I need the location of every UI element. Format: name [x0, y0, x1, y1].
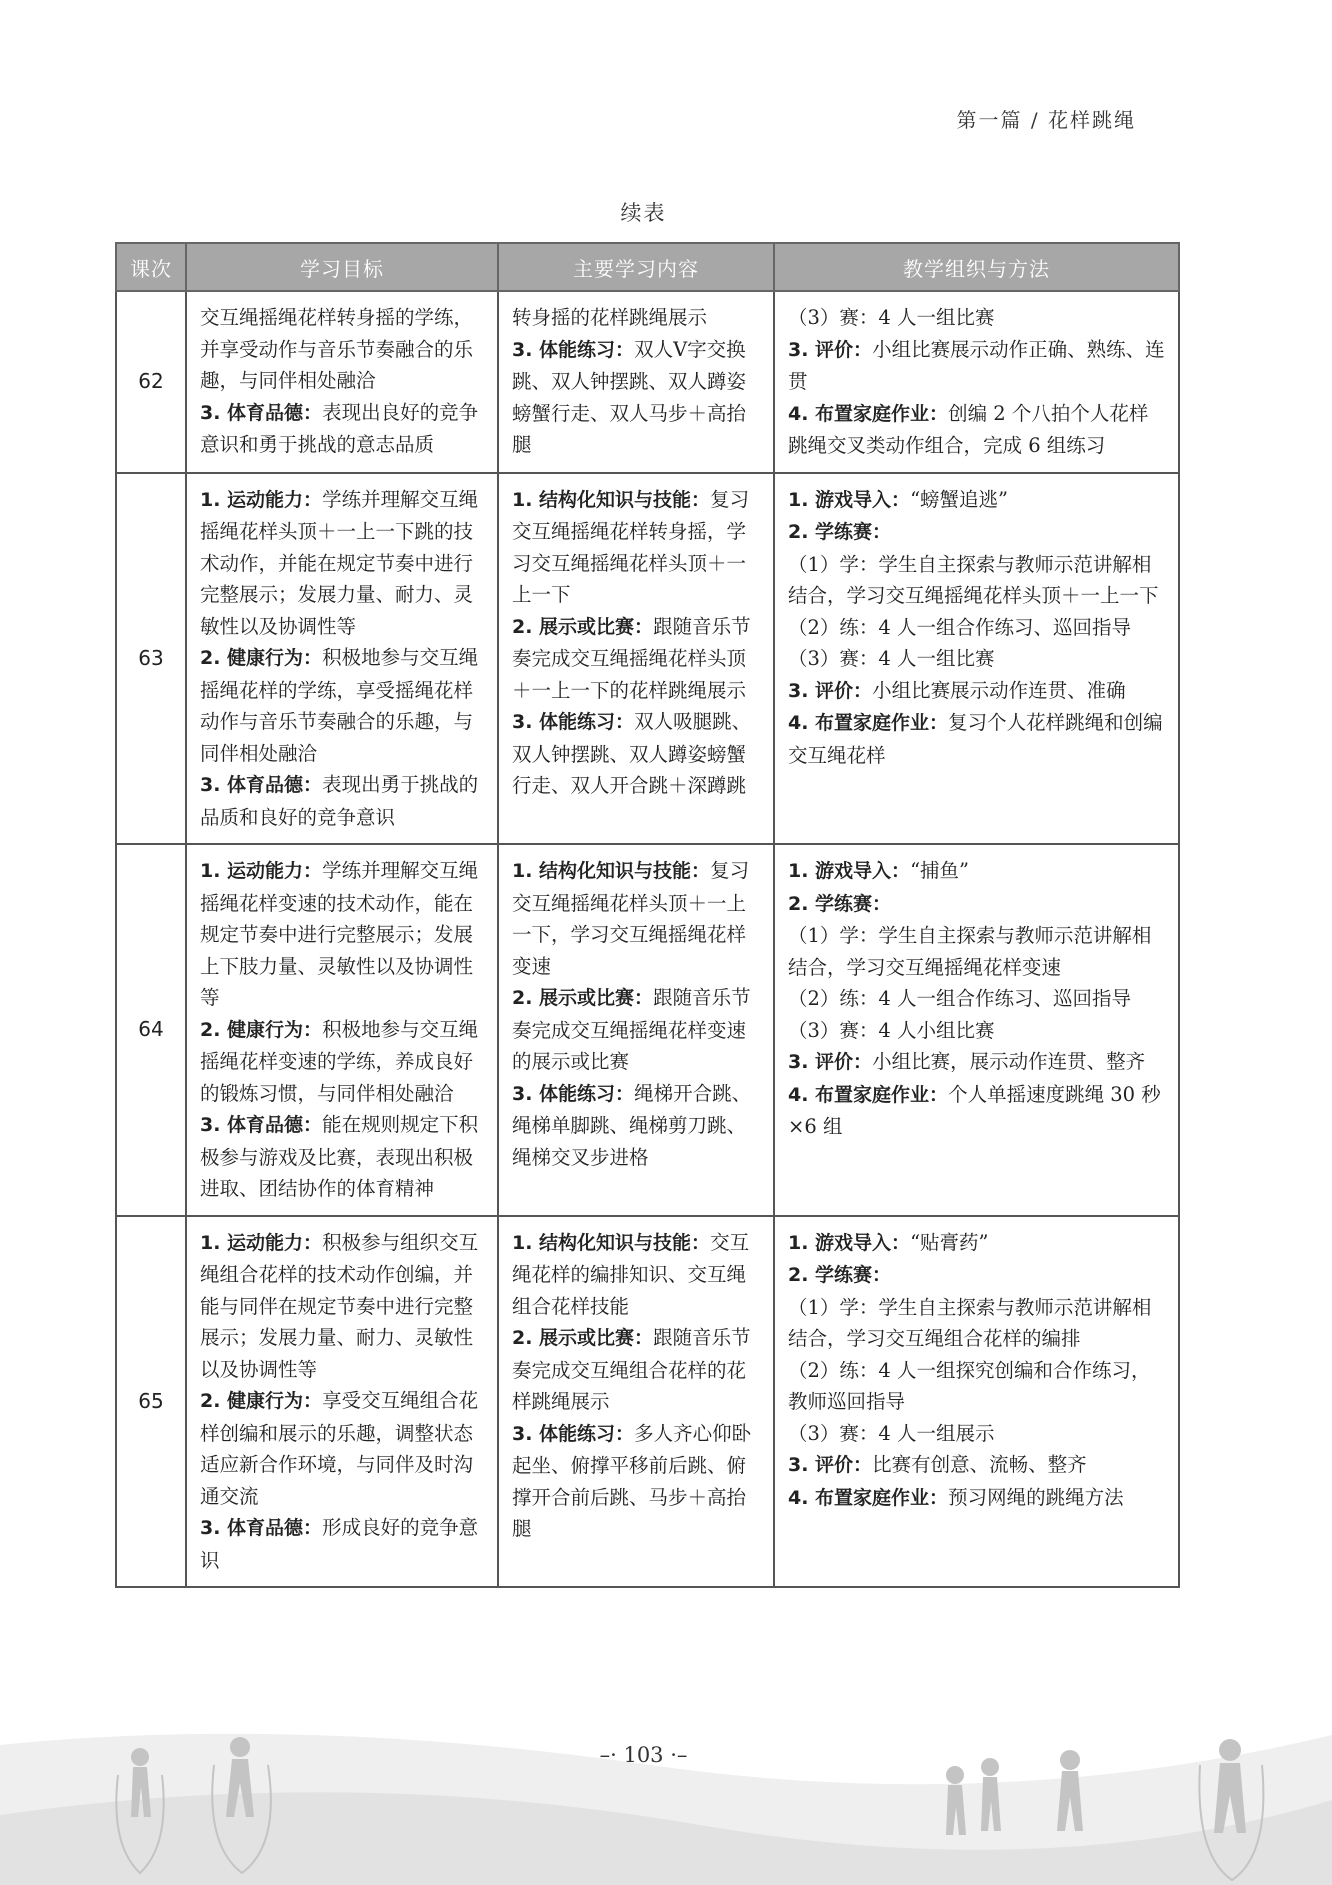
methods-item: [788, 398, 1166, 462]
column-header-lesson: 课次: [116, 243, 186, 291]
methods-item: [788, 516, 1166, 549]
methods-item-label: 1. 游戏导入：: [788, 1231, 911, 1254]
running-header: 第一篇 / 花样跳绳: [956, 108, 1136, 132]
methods-item-label: 4. 布置家庭作业：: [788, 1083, 949, 1106]
goals-item: [200, 1227, 485, 1386]
goals-item: [200, 642, 485, 769]
methods-item-text: （1）学：学生自主探索与教师示范讲解相结合，学习交互绳摇绳花样头顶＋一上一下: [788, 552, 1159, 607]
methods-item: [788, 855, 1166, 888]
content-item-label: 3. 体能练习：: [512, 338, 635, 361]
methods-item-text: （2）练：4 人一组合作练习、巡回指导: [788, 615, 1132, 639]
table-row: [116, 291, 1179, 473]
content-item-text: 复习交互绳摇绳花样转身摇，学习交互绳摇绳花样头顶＋一上一下: [512, 487, 750, 606]
methods-cell: [774, 291, 1179, 473]
methods-item: [788, 1418, 1166, 1450]
content-item-label: 2. 展示或比赛：: [512, 987, 654, 1009]
goals-item-label: 1. 运动能力：: [200, 1231, 323, 1254]
content-item-label: 3. 体能练习：: [512, 1082, 635, 1105]
content-item: [512, 855, 761, 982]
table-caption: 续表: [620, 201, 667, 225]
content-item: [512, 302, 761, 334]
methods-item-text: 小组比赛展示动作正确、熟练、连贯: [788, 337, 1165, 393]
content-item: [512, 982, 761, 1078]
content-item-text: 跟随音乐节奏完成交互绳摇绳花样头顶＋一上一下的花样跳绳展示: [512, 614, 751, 702]
methods-item-text: 复习个人花样跳绳和创编交互绳花样: [788, 711, 1163, 767]
content-item-label: 1. 结构化知识与技能：: [512, 1231, 711, 1254]
methods-item-label: 3. 评价：: [788, 1454, 873, 1476]
methods-item-label: 4. 布置家庭作业：: [788, 712, 949, 734]
methods-item: [788, 1449, 1166, 1482]
goals-item-text: 学练并理解交互绳摇绳花样头顶＋一上一下跳的技术动作，并能在规定节奏中进行完整展示；发展力量、耐力、灵敏性以及协调性等: [200, 487, 479, 638]
goals-item-label: 1. 运动能力：: [200, 860, 323, 882]
methods-cell: [774, 1216, 1179, 1588]
methods-item-label: 2. 学练赛：: [788, 892, 892, 915]
content-item-text: 双人吸腿跳、双人钟摆跳、双人蹲姿螃蟹行走、双人开合跳＋深蹲跳: [512, 710, 752, 797]
content-item: [512, 1418, 761, 1545]
content-item: [512, 484, 761, 611]
goals-item: [200, 1109, 485, 1205]
content-item-label: 2. 展示或比赛：: [512, 1327, 654, 1349]
goals-item-label: 2. 健康行为：: [200, 1018, 323, 1041]
content-item-label: 2. 展示或比赛：: [512, 615, 654, 638]
goals-item-label: 2. 健康行为：: [200, 647, 323, 669]
goals-item: [200, 302, 485, 397]
methods-cell: [774, 473, 1179, 845]
methods-item: [788, 1292, 1166, 1355]
methods-item-label: 2. 学练赛：: [788, 521, 892, 543]
content-item-label: 3. 体能练习：: [512, 711, 635, 733]
content-item-text: 转身摇的花样跳绳展示: [512, 306, 708, 329]
methods-item-label: 4. 布置家庭作业：: [788, 402, 949, 425]
content-item: [512, 1227, 761, 1323]
table-header-row: [116, 243, 1179, 291]
table-row: [116, 473, 1179, 845]
methods-item: [788, 1227, 1166, 1260]
goals-cell: [186, 291, 498, 473]
goals-item-text: 积极地参与交互绳摇绳花样的学练，享受摇绳花样动作与音乐节奏融合的乐趣，与同伴相处融洽: [200, 646, 479, 765]
methods-item: [788, 1482, 1166, 1515]
goals-item: [200, 397, 485, 461]
methods-item: [788, 707, 1166, 771]
content-item-label: 3. 体能练习：: [512, 1422, 635, 1445]
methods-item: [788, 1355, 1166, 1418]
page-number: –· 103 ·–: [599, 1743, 688, 1767]
methods-item: [788, 1046, 1166, 1079]
goals-item: [200, 1512, 485, 1576]
methods-item-label: 3. 评价：: [788, 338, 873, 361]
methods-item: [788, 1259, 1166, 1292]
content-item: [512, 1078, 761, 1174]
methods-item-text: （2）练：4 人一组合作练习、巡回指导: [788, 987, 1132, 1010]
lesson-number: 63: [116, 473, 186, 845]
content-cell: [498, 473, 774, 845]
goals-cell: [186, 1216, 498, 1588]
lesson-plan-table: [115, 242, 1180, 1588]
methods-item: [788, 549, 1166, 612]
footer-decoration: [0, 1705, 1332, 1885]
methods-item-label: 1. 游戏导入：: [788, 860, 911, 882]
methods-item-text: （2）练：4 人一组探究创编和合作练习，教师巡回指导: [788, 1358, 1151, 1413]
goals-item-label: 3. 体育品德：: [200, 774, 323, 796]
methods-item: [788, 1079, 1166, 1143]
goals-item-text: 积极地参与交互绳摇绳花样变速的学练，养成良好的锻炼习惯，与同伴相处融洽: [200, 1017, 479, 1105]
column-header-goals: 学习目标: [186, 243, 498, 291]
column-header-content: 主要学习内容: [498, 243, 774, 291]
goals-item-text: 形成良好的竞争意识: [200, 1516, 479, 1572]
content-cell: [498, 291, 774, 473]
methods-cell: [774, 844, 1179, 1216]
content-item-label: 1. 结构化知识与技能：: [512, 860, 711, 882]
content-item-text: 绳梯开合跳、绳梯单脚跳、绳梯剪刀跳、绳梯交叉步进格: [512, 1081, 752, 1169]
content-item: [512, 334, 761, 461]
column-header-methods: 教学组织与方法: [774, 243, 1179, 291]
methods-item-text: （1）学：学生自主探索与教师示范讲解相结合，学习交互绳摇绳花样变速: [788, 924, 1152, 979]
content-item: [512, 706, 761, 802]
goals-item-text: 交互绳摇绳花样转身摇的学练，并享受动作与音乐节奏融合的乐趣，与同伴相处融洽: [200, 306, 474, 392]
goals-cell: [186, 473, 498, 845]
methods-item: [788, 675, 1166, 708]
goals-item: [200, 484, 485, 643]
methods-item-text: （1）学：学生自主探索与教师示范讲解相结合，学习交互绳组合花样的编排: [788, 1295, 1152, 1350]
goals-item-label: 1. 运动能力：: [200, 488, 323, 511]
goals-item-text: 表现出勇于挑战的品质和良好的竞争意识: [200, 773, 479, 829]
methods-item-text: “贴膏药”: [910, 1230, 989, 1254]
goals-item: [200, 855, 485, 1014]
methods-item: [788, 643, 1166, 675]
methods-item-text: （3）赛：4 人一组比赛: [788, 647, 995, 670]
methods-item-label: 2. 学练赛：: [788, 1264, 892, 1286]
methods-item: [788, 484, 1166, 517]
methods-item-label: 3. 评价：: [788, 679, 873, 702]
content-cell: [498, 1216, 774, 1588]
methods-item-text: 个人单摇速度跳绳 30 秒 ×6 组: [788, 1082, 1161, 1138]
table-body: [116, 291, 1179, 1587]
lesson-number: 64: [116, 844, 186, 1216]
content-item-text: 跟随音乐节奏完成交互绳摇绳花样变速的展示或比赛: [512, 986, 751, 1073]
methods-item: [788, 334, 1166, 398]
goals-item-text: 积极参与组织交互绳组合花样的技术动作创编，并能与同伴在规定节奏中进行完整展示；发展力量、耐力、灵敏性以及协调性等: [200, 1230, 479, 1381]
lesson-number: 62: [116, 291, 186, 473]
lesson-number: 65: [116, 1216, 186, 1588]
goals-item-label: 2. 健康行为：: [200, 1390, 323, 1412]
content-item-text: 跟随音乐节奏完成交互绳组合花样的花样跳绳展示: [512, 1326, 751, 1413]
methods-item-text: 小组比赛，展示动作连贯、整齐: [872, 1050, 1146, 1073]
content-item: [512, 611, 761, 707]
goals-item-label: 3. 体育品德：: [200, 401, 323, 424]
goals-item: [200, 769, 485, 833]
table-row: [116, 1216, 1179, 1588]
goals-item: [200, 1385, 485, 1512]
content-item-label: 1. 结构化知识与技能：: [512, 488, 711, 511]
goals-cell: [186, 844, 498, 1216]
methods-item: [788, 612, 1166, 644]
content-item-text: 交互绳花样的编排知识、交互绳组合花样技能: [512, 1230, 750, 1318]
methods-item-text: 比赛有创意、流畅、整齐: [872, 1453, 1087, 1476]
content-cell: [498, 844, 774, 1216]
table-row: [116, 844, 1179, 1216]
content-item-text: 复习交互绳摇绳花样头顶＋一上一下，学习交互绳摇绳花样变速: [512, 859, 750, 978]
methods-item-label: 1. 游戏导入：: [788, 488, 911, 511]
methods-item: [788, 920, 1166, 983]
content-item-text: 双人V字交换跳、双人钟摆跳、双人蹲姿螃蟹行走、双人马步＋高抬腿: [512, 337, 747, 456]
methods-item-label: 3. 评价：: [788, 1051, 873, 1073]
methods-item: [788, 302, 1166, 334]
goals-item-text: 表现出良好的竞争意识和勇于挑战的意志品质: [200, 400, 479, 456]
methods-item-text: 预习网绳的跳绳方法: [948, 1485, 1124, 1509]
page-number-value: 103: [623, 1743, 664, 1767]
goals-item-text: 学练并理解交互绳摇绳花样变速的技术动作，能在规定节奏中进行完整展示；发展上下肢力量、灵敏性以及协调性等: [200, 859, 479, 1009]
goals-item-text: 享受交互绳组合花样创编和展示的乐趣，调整状态适应新合作环境，与同伴及时沟通交流: [200, 1389, 479, 1508]
methods-item: [788, 1015, 1166, 1047]
methods-item-text: （3）赛：4 人小组比赛: [788, 1018, 995, 1042]
methods-item-text: （3）赛：4 人一组展示: [788, 1421, 995, 1445]
methods-item: [788, 888, 1166, 921]
content-item: [512, 1322, 761, 1418]
methods-item-text: “螃蟹追逃”: [910, 487, 1009, 511]
methods-item-text: （3）赛：4 人一组比赛: [788, 306, 995, 329]
goals-item: [200, 1014, 485, 1110]
methods-item-text: 小组比赛展示动作连贯、准确: [872, 678, 1126, 702]
methods-item-text: 创编 2 个八拍个人花样跳绳交叉类动作组合，完成 6 组练习: [788, 401, 1149, 457]
methods-item-text: “捕鱼”: [910, 859, 970, 882]
methods-item-label: 4. 布置家庭作业：: [788, 1486, 949, 1509]
goals-item-text: 能在规则规定下积极参与游戏及比赛，表现出积极进取、团结协作的体育精神: [200, 1113, 479, 1200]
content-item-text: 多人齐心仰卧起坐、俯撑平移前后跳、俯撑开合前后跳、马步＋高抬腿: [512, 1421, 752, 1540]
goals-item-label: 3. 体育品德：: [200, 1517, 323, 1539]
goals-item-label: 3. 体育品德：: [200, 1114, 323, 1136]
methods-item: [788, 983, 1166, 1015]
